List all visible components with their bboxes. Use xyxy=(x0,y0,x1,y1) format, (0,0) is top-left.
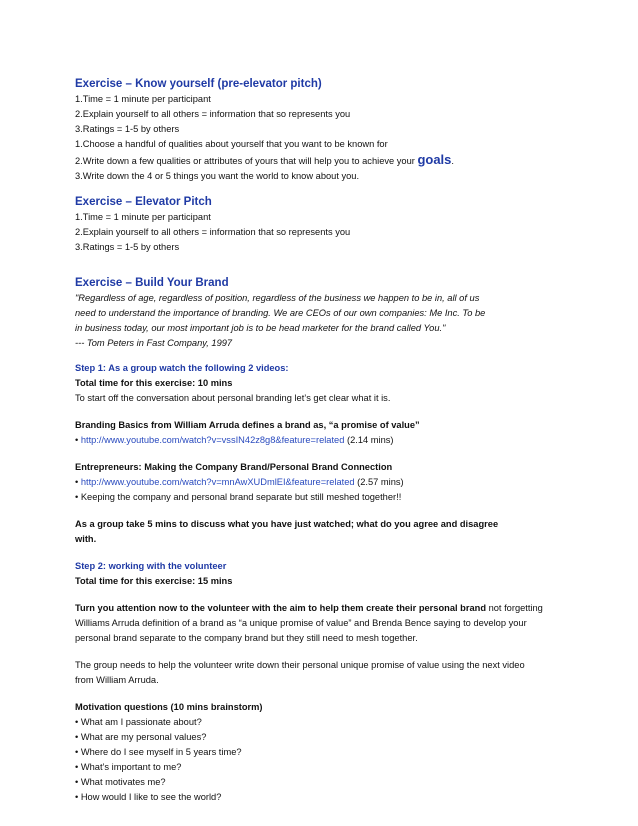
quote-line: in business today, our most important job is to be head marketer for the brand called You." xyxy=(75,323,446,333)
goals-line-text: 2.Write down a few qualities or attributes of yours that will help you to achieve your xyxy=(75,156,418,166)
step2-heading: Step 2: working with the volunteer xyxy=(75,561,227,571)
video2-item xyxy=(75,475,615,490)
video2-link[interactable]: http://www.youtube.com/watch?v=mnAwXUDmlEI&feature=related xyxy=(80,477,355,487)
discuss-line: As a group take 5 mins to discuss what you have just watched; what do you agree and disagree xyxy=(75,519,499,529)
motivation-question: • What am I passionate about? xyxy=(75,717,202,727)
quote-attribution: --- Tom Peters in Fast Company, 1997 xyxy=(75,338,233,348)
step2-total-time: Total time for this exercise: 15 mins xyxy=(75,576,233,586)
exercise-elevator-pitch-heading: Exercise – Elevator Pitch xyxy=(75,196,212,208)
volunteer-paragraph-line: Williams Arruda definition of a brand as “a unique promise of value” and Brenda Bence saying to develop your xyxy=(75,618,527,628)
video1-link[interactable]: http://www.youtube.com/watch?v=vssIN42z8g8&feature=related xyxy=(80,435,345,445)
discuss-line: with. xyxy=(75,534,97,544)
video2-note: • Keeping the company and personal brand separate but still meshed together!! xyxy=(75,492,402,502)
video2-duration: (2.57 mins) xyxy=(354,477,404,487)
motivation-question: • What’s important to me? xyxy=(75,762,182,772)
exercise-know-yourself-heading: Exercise – Know yourself (pre-elevator pitch) xyxy=(75,78,322,90)
motivation-heading: Motivation questions (10 mins brainstorm) xyxy=(75,702,263,712)
quote-line: need to understand the importance of branding. We are CEOs of our own companies: Me Inc. To be xyxy=(75,308,486,318)
step1-heading: Step 1: As a group watch the following 2 videos: xyxy=(75,363,289,373)
exercise-build-brand-heading: Exercise – Build Your Brand xyxy=(75,277,229,289)
video2-title: Entrepreneurs: Making the Company Brand/Personal Brand Connection xyxy=(75,462,393,472)
bullet: • xyxy=(75,477,81,487)
video1-duration: (2.14 mins) xyxy=(344,435,394,445)
text-line: 1.Time = 1 minute per participant xyxy=(75,212,211,222)
step1-intro: To start off the conversation about personal branding let’s get clear what it is. xyxy=(75,393,391,403)
volunteer-paragraph-bold: Turn you attention now to the volunteer with the aim to help them create their personal brand xyxy=(75,603,486,613)
motivation-question: • How would I like to see the world? xyxy=(75,792,222,802)
quote-line: "Regardless of age, regardless of position, regardless of the business we happen to be in, all of us xyxy=(75,293,480,303)
video1-title: Branding Basics from William Arruda defines a brand as, “a promise of value” xyxy=(75,420,420,430)
video1-item xyxy=(75,433,615,448)
motivation-question: • What motivates me? xyxy=(75,777,166,787)
bullet: • xyxy=(75,435,81,445)
step1-total-time: Total time for this exercise: 10 mins xyxy=(75,378,233,388)
document-page xyxy=(75,76,615,805)
text-line: 2.Explain yourself to all others = information that so represents you xyxy=(75,227,351,237)
group-paragraph-line: The group needs to help the volunteer write down their personal unique promise of value using the next video xyxy=(75,660,525,670)
volunteer-paragraph-line: personal brand separate to the company brand but they still need to mesh together. xyxy=(75,633,418,643)
group-paragraph-line: from William Arruda. xyxy=(75,675,159,685)
volunteer-paragraph-rest: not forgetting xyxy=(486,603,543,613)
text-line: 3.Write down the 4 or 5 things you want the world to know about you. xyxy=(75,171,360,181)
text-line: 1.Choose a handful of qualities about yourself that you want to be known for xyxy=(75,139,388,149)
goals-emphasis: goals xyxy=(417,152,452,167)
motivation-question: • What are my personal values? xyxy=(75,732,207,742)
text-line: 3.Ratings = 1-5 by others xyxy=(75,242,180,252)
text-line: 2.Explain yourself to all others = information that so represents you xyxy=(75,109,351,119)
volunteer-paragraph-line xyxy=(75,601,615,616)
text-line: 3.Ratings = 1-5 by others xyxy=(75,124,180,134)
motivation-question: • Where do I see myself in 5 years time? xyxy=(75,747,242,757)
text-line: 1.Time = 1 minute per participant xyxy=(75,94,211,104)
goals-line-end: . xyxy=(451,156,454,166)
goals-line xyxy=(75,152,615,169)
